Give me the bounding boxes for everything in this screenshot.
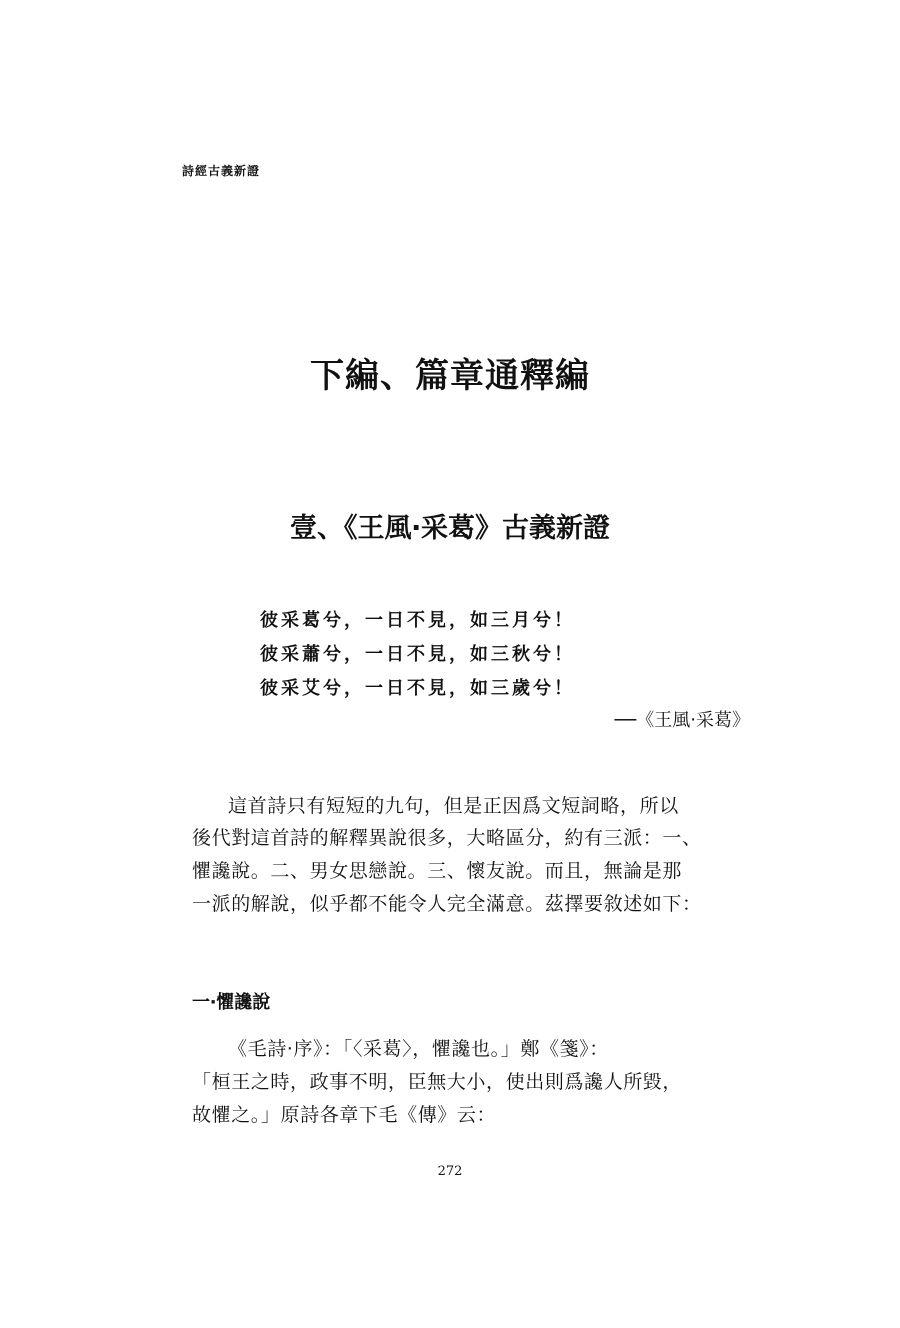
paragraph-line: 一派的解說，似乎都不能令人完全滿意。茲擇要敘述如下： <box>192 893 702 915</box>
paragraph-line: 「桓王之時，政事不明，臣無大小，使出則爲讒人所毀， <box>192 1071 683 1093</box>
paragraph-line: 這首詩只有短短的九句，但是正因爲文短詞略，所以 <box>228 795 679 817</box>
section-heading: 一‧懼讒說 <box>192 992 271 1013</box>
running-header: 詩經古義新證 <box>182 164 261 178</box>
paragraph-line: 故懼之。」原詩各章下毛《傳》云： <box>192 1104 497 1126</box>
paragraph-line: 懼讒說。二、男女思戀說。三、懷友說。而且，無論是那 <box>192 860 683 882</box>
chapter-title: 壹、《王風‧采葛》古義新證 <box>290 513 610 544</box>
part-title: 下編、篇章通釋編 <box>310 356 590 396</box>
paragraph-line: 《毛詩‧序》：「〈采葛〉，懼讒也。」鄭《箋》： <box>228 1038 609 1060</box>
poem-source: ──《王風‧采葛》 <box>614 710 750 731</box>
poem-line: 彼采蕭兮，一日不見，如三秋兮！ <box>260 644 575 665</box>
page-number: 272 <box>437 1164 463 1179</box>
paragraph-line: 後代對這首詩的解釋異說很多，大略區分，約有三派：一、 <box>192 827 702 849</box>
poem-line: 彼采艾兮，一日不見，如三歲兮！ <box>260 678 575 699</box>
poem-line: 彼采葛兮，一日不見，如三月兮！ <box>260 610 575 631</box>
